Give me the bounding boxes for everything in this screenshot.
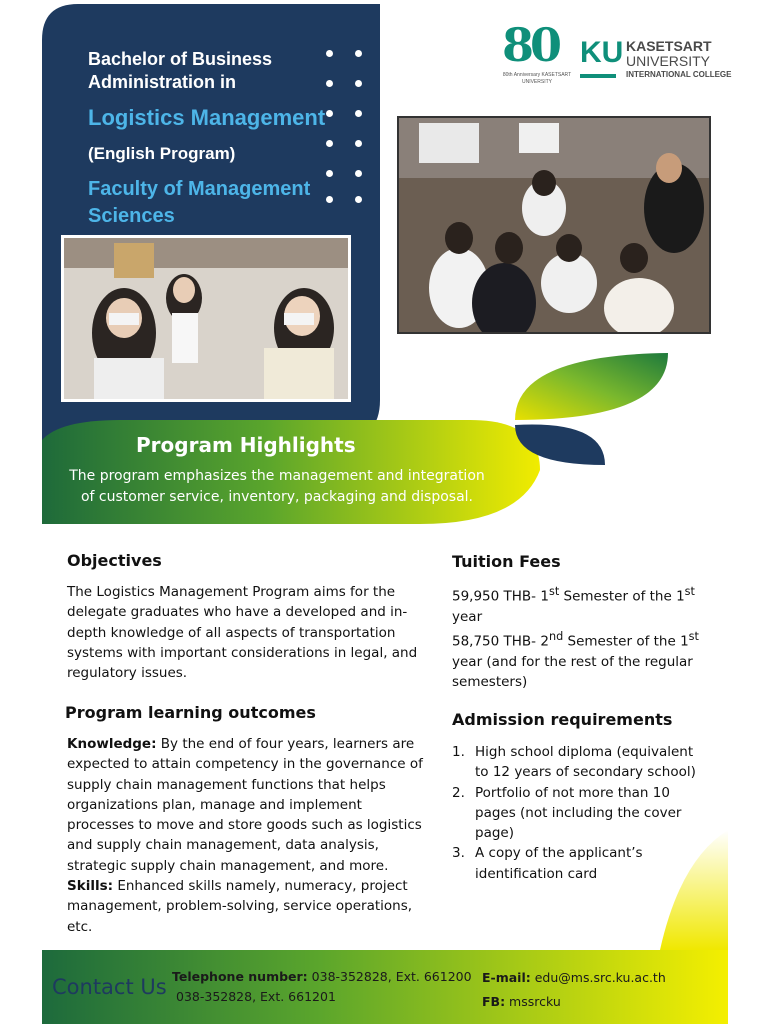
email-line <box>482 970 666 985</box>
facebook-link[interactable]: mssrcku <box>505 994 561 1009</box>
list-text: High school diploma (equivalent to 12 years of secondary school) <box>475 744 696 781</box>
ku-name-line2: UNIVERSITY <box>626 53 711 69</box>
highlights-text: The program emphasizes the management and integration of customer service, inventory, packaging and disposal. <box>69 468 485 505</box>
email-label: E-mail: <box>482 970 531 985</box>
email-link[interactable]: edu@ms.src.ku.ac.th <box>530 970 666 985</box>
ku-underline <box>580 74 616 78</box>
outcomes-text <box>67 734 432 937</box>
skills-label: Skills: <box>67 878 114 895</box>
ku-name-line3: INTERNATIONAL COLLEGE <box>626 70 732 79</box>
facebook-line <box>482 994 561 1009</box>
list-text: Portfolio of not more than 10 pages (not including the cover page) <box>475 784 682 842</box>
highlights-title: Program Highlights <box>136 433 356 457</box>
list-text: A copy of the applicant’s identification card <box>475 845 643 882</box>
fee1-mid: Semester of the 1 <box>559 588 685 605</box>
telephone-label: Telephone number: <box>172 969 308 984</box>
leaf-top <box>515 353 668 420</box>
anniversary-logo: 80 <box>502 18 559 72</box>
facebook-label: FB: <box>482 994 506 1009</box>
knowledge-label: Knowledge: <box>67 736 157 752</box>
degree-title: Bachelor of Business Administration in <box>88 49 273 92</box>
tuition-title: Tuition Fees <box>452 552 561 571</box>
telephone-number-1[interactable]: 038-352828, Ext. 661200 <box>307 969 472 984</box>
fee1-end: year <box>452 608 483 625</box>
program-variant: (English Program) <box>88 144 236 163</box>
program-name: Logistics Management <box>88 105 326 130</box>
faculty-name: Faculty of Management Sciences <box>88 178 311 227</box>
ku-logo: KU <box>580 36 624 69</box>
fee1-amount: 59,950 THB- 1 <box>452 588 549 605</box>
list-item <box>452 742 707 783</box>
objectives-title: Objectives <box>67 551 162 570</box>
telephone-line1 <box>172 969 472 984</box>
list-number: 2. <box>452 784 465 801</box>
objectives-text: The Logistics Management Program aims for the delegate graduates who have a developed and in-depth knowledge of all aspects of transportation systems with important considerations in legal, and regulatory issues. <box>67 584 418 682</box>
fee2-amount: 58,750 THB- 2 <box>452 633 549 650</box>
fee2-mid: Semester of the 1 <box>563 633 689 650</box>
skills-text: Enhanced skills namely, numeracy, project management, problem-solving, service operations, etc. <box>67 878 413 935</box>
telephone-number-2[interactable]: 038-352828, Ext. 661201 <box>176 989 336 1004</box>
admission-title: Admission requirements <box>452 710 673 729</box>
fee1-sup: st <box>548 585 560 598</box>
fee2-sup2: st <box>688 630 699 644</box>
tuition-text <box>452 582 712 692</box>
photo-placeholder-icon <box>64 238 348 399</box>
contact-heading: Contact Us <box>52 975 167 999</box>
fee2-end: year (and for the rest of the regular semesters) <box>452 653 693 691</box>
knowledge-text: By the end of four years, learners are expected to attain competency in the governance of supply chain management functions that helps organizations plan, manage and implement processes to move and store goods such as logistics and supply chain management, data analysis, strategic supply chain management, and more. <box>67 736 423 874</box>
logo-group <box>500 14 740 104</box>
list-item <box>452 783 707 844</box>
anniversary-caption: 80th Anniversary KASETSART UNIVERSITY <box>502 72 572 85</box>
ku-name-line1: KASETSART <box>626 38 712 54</box>
list-number: 3. <box>452 845 465 862</box>
students-photo-activity <box>397 116 711 334</box>
dot-pattern <box>322 44 370 214</box>
outcomes-title: Program learning outcomes <box>65 703 316 722</box>
list-number: 1. <box>452 744 465 760</box>
students-photo-classroom <box>61 235 351 402</box>
admission-list <box>452 742 707 884</box>
photo-placeholder-icon <box>399 118 709 332</box>
fee2-sup: nd <box>548 630 564 644</box>
list-item <box>452 843 707 884</box>
fee1-sup2: st <box>684 585 695 598</box>
